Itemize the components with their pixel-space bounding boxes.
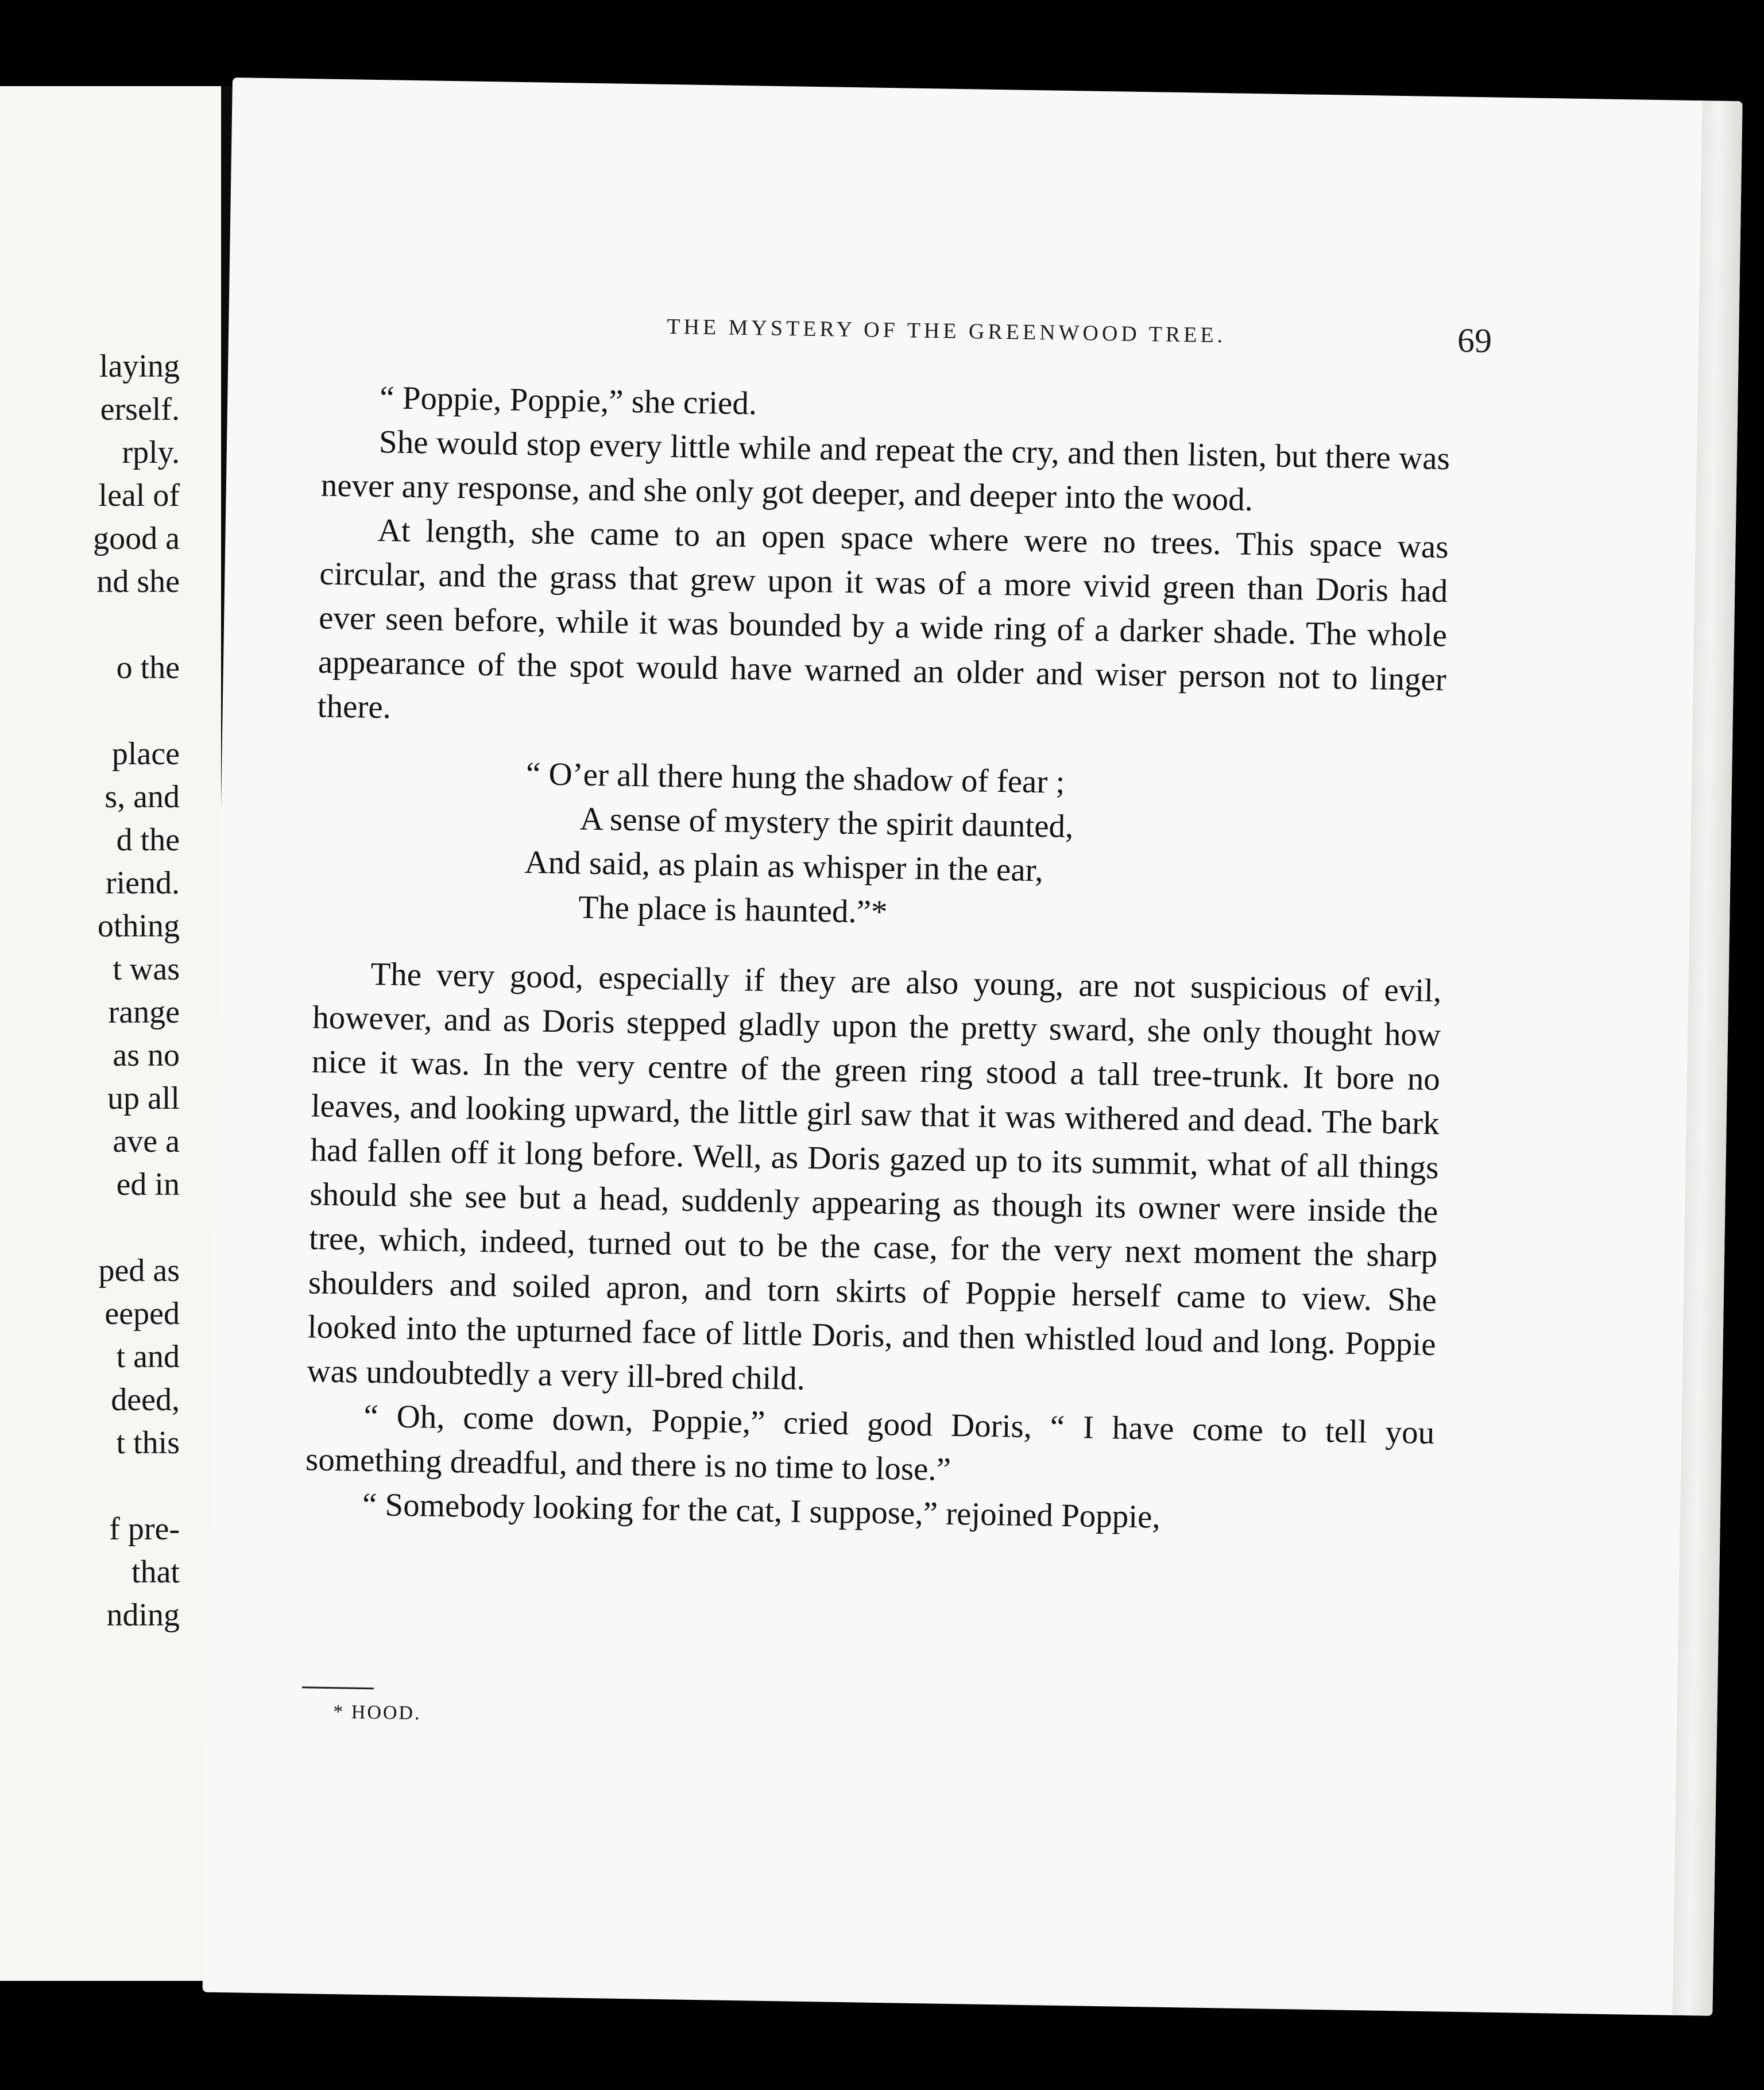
verse-line: And said, as plain as whisper in the ear,	[524, 844, 1044, 889]
paragraph: “ Somebody looking for the cat, I suppose,” rejoined Poppie,	[362, 1486, 1161, 1535]
left-page-line-fragment: d the	[116, 822, 180, 858]
left-page-line-fragment: riend.	[105, 865, 180, 901]
left-page-line-fragment: rply.	[122, 435, 180, 470]
left-page-line-fragment: o the	[116, 650, 180, 686]
left-page-line-fragment: erself.	[100, 392, 180, 427]
left-page-line-fragment: place	[111, 736, 180, 772]
left-page-line-fragment: up all	[107, 1081, 180, 1116]
left-page-line-fragment: t was	[113, 951, 180, 987]
book-page	[203, 78, 1743, 2016]
page-edge-stack	[1672, 100, 1742, 2016]
left-page-line-fragment: ped as	[98, 1253, 180, 1288]
paragraph: At length, she came to an open space where were no trees. This space was circular, and the grass that grew upon it was of a more vivid green than Doris had ever seen before, while it was bounded by a wide ring of a darker shade. The whole appearance of the spot would have warned an older and wiser person not to linger there.	[317, 512, 1449, 726]
left-page-line-fragment: t this	[116, 1425, 180, 1461]
footnote: * HOOD.	[333, 1701, 421, 1724]
left-page-line-fragment: ed in	[116, 1167, 180, 1202]
paragraph: She would stop every little while and repeat the cry, and then listen, but there was never any response, and she only got deeper, and deeper into the wood.	[320, 424, 1450, 518]
body-text	[304, 375, 1450, 1544]
left-page-line-fragment: laying	[99, 349, 180, 384]
left-page-line-fragment: leal of	[98, 478, 180, 513]
page-number: 69	[1457, 321, 1492, 360]
left-page-line-fragment: good a	[93, 521, 180, 556]
left-page-line-fragment: othing	[97, 908, 180, 944]
left-page-line-fragment: nd she	[96, 564, 180, 599]
left-page-line-fragment: nding	[106, 1597, 180, 1633]
left-page-line-fragment: range	[108, 994, 180, 1030]
left-page-line-fragment: eeped	[105, 1296, 180, 1332]
footnote-rule	[302, 1686, 374, 1689]
left-facing-page	[0, 86, 221, 1981]
verse-line: The place is haunted.”*	[578, 889, 888, 931]
left-page-line-fragment: that	[131, 1554, 180, 1590]
paragraph: “ Poppie, Poppie,” she cried.	[379, 380, 757, 422]
paragraph: The very good, especially if they are also young, are not suspicious of evil, however, and as Doris stepped gladly upon the pretty sward, she only thought how nice it was. In the very centre of the green ring stood a tall tree-trunk. It bore no leaves, and looking upward, the little girl saw that it was withered and dead. The bark had fallen off it long before. Well, as Doris gazed up to its summit, what of all things should she see but a head, suddenly appearing as though its owner were inside the tree, which, indeed, turned out to be the case, for the very next moment the sharp shoulders and soiled apron, and torn skirts of Poppie herself came to view. She looked into the upturned face of little Doris, and then whistled loud and long. Poppie was undoubtedly a very ill-bred child.	[307, 955, 1442, 1397]
verse-quote	[314, 748, 1445, 943]
left-page-line-fragment: deed,	[111, 1382, 180, 1418]
left-page-line-fragment: s, and	[105, 779, 180, 815]
paragraph: “ Oh, come down, Poppie,” cried good Doris, “ I have come to tell you something dreadful, and there is no time to lose.”	[305, 1398, 1435, 1488]
verse-line: “ O’er all there hung the shadow of fear ;	[525, 756, 1065, 800]
left-page-line-fragment: t and	[116, 1339, 180, 1375]
left-page-line-fragment: ave a	[113, 1124, 180, 1159]
running-head: THE MYSTERY OF THE GREENWOOD TREE.	[667, 314, 1227, 348]
left-page-line-fragment: as no	[113, 1038, 180, 1073]
left-page-line-fragment: f pre-	[109, 1511, 180, 1547]
verse-line: A sense of mystery the spirit daunted,	[579, 800, 1074, 845]
